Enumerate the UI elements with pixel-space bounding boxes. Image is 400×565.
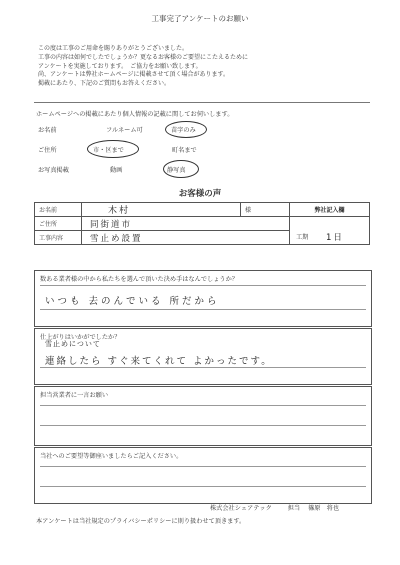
intro-line: アンケートを実施しております。 ご協力をお願い致します。 — [38, 62, 202, 70]
question-box — [34, 328, 372, 385]
question-box — [34, 386, 372, 446]
intro-text — [38, 45, 248, 89]
option-city-ward[interactable]: 市・区まで — [93, 147, 124, 154]
address-cell — [82, 217, 290, 231]
name-cell — [82, 203, 241, 217]
company-info — [210, 504, 339, 513]
question-label: 担当営業者に一言お願い — [40, 392, 109, 399]
content-label: 工事内容 — [35, 231, 82, 245]
option-still-photo[interactable]: 静写真 — [167, 167, 186, 174]
period-label: 工期 — [296, 234, 309, 241]
privacy-address-label: ご住所 — [38, 147, 57, 154]
page-title: 工事完了アンケートのお願い — [151, 14, 249, 23]
address-value[interactable]: 同街道市 — [90, 219, 133, 230]
answer-line — [40, 405, 366, 406]
intro-line: 掲載にあたり、下記のご質問もお答えください。 — [38, 80, 171, 88]
question-box — [34, 270, 372, 327]
answer-line — [40, 285, 366, 286]
office-use-cell — [290, 217, 370, 245]
customer-info-table — [34, 202, 370, 245]
question-label: 仕上がりはいかがでしたか？ — [40, 334, 121, 341]
option-fullname[interactable]: フルネーム可 — [106, 127, 143, 134]
option-town-name[interactable]: 町名まで — [172, 147, 197, 154]
name-label: お名前 — [35, 203, 82, 217]
answer-line — [40, 309, 366, 310]
intro-line: 工事の内容は如何でしたでしょうか？更なるお客様のご要望にこたえるために — [38, 53, 249, 61]
honorific: 様 — [241, 203, 290, 217]
privacy-photo-label: お写真掲載 — [38, 167, 69, 174]
divider — [34, 102, 370, 103]
privacy-label: ホームページへの掲載にあたり個人情報の記載に関してお伺いします。 — [36, 111, 234, 118]
question-label: 当社へのご要望等御座いましたらご記入ください。 — [40, 453, 183, 460]
option-video[interactable]: 動画 — [110, 167, 123, 174]
staff-name: 篠原 将也 — [308, 505, 340, 512]
intro-line: この度は工事のご用命を賜りありがとうございました。 — [38, 45, 189, 52]
period-value[interactable]: 1日 — [326, 233, 344, 243]
answer-text[interactable]: 連絡したら すぐ来てくれて よかったです。 — [45, 356, 273, 367]
answer-text[interactable]: いつも 去のんでいる 所だから — [45, 296, 220, 307]
question-box — [34, 447, 372, 504]
company-name: 株式会社シェアテック — [210, 505, 272, 512]
name-value[interactable]: 木村 — [108, 206, 131, 216]
privacy-name-label: お名前 — [38, 127, 57, 134]
content-value[interactable]: 雪止め設置 — [90, 233, 143, 244]
privacy-policy-note: 本アンケートは当社規定のプライバシーポリシーに則り扱わせて頂きます。 — [36, 518, 246, 525]
answer-line — [40, 486, 366, 487]
answer-text[interactable]: 雪止めについて — [45, 340, 101, 348]
address-label: ご住所 — [35, 217, 82, 231]
answer-line — [40, 425, 366, 426]
option-surname-only[interactable]: 苗字のみ — [171, 127, 196, 134]
intro-line: 尚、アンケートは弊社ホームページに掲載させて頂く場合があります。 — [38, 71, 230, 79]
answer-line — [40, 367, 366, 368]
voice-title: お客様の声 — [178, 189, 222, 199]
content-cell — [82, 231, 290, 245]
answer-line — [40, 466, 366, 467]
staff-label: 担当 — [287, 505, 301, 512]
question-label: 数ある業者様の中から私たちを選んで頂いた決め手はなんでしょうか？ — [40, 276, 238, 283]
office-use-label: 弊社記入欄 — [290, 203, 370, 217]
